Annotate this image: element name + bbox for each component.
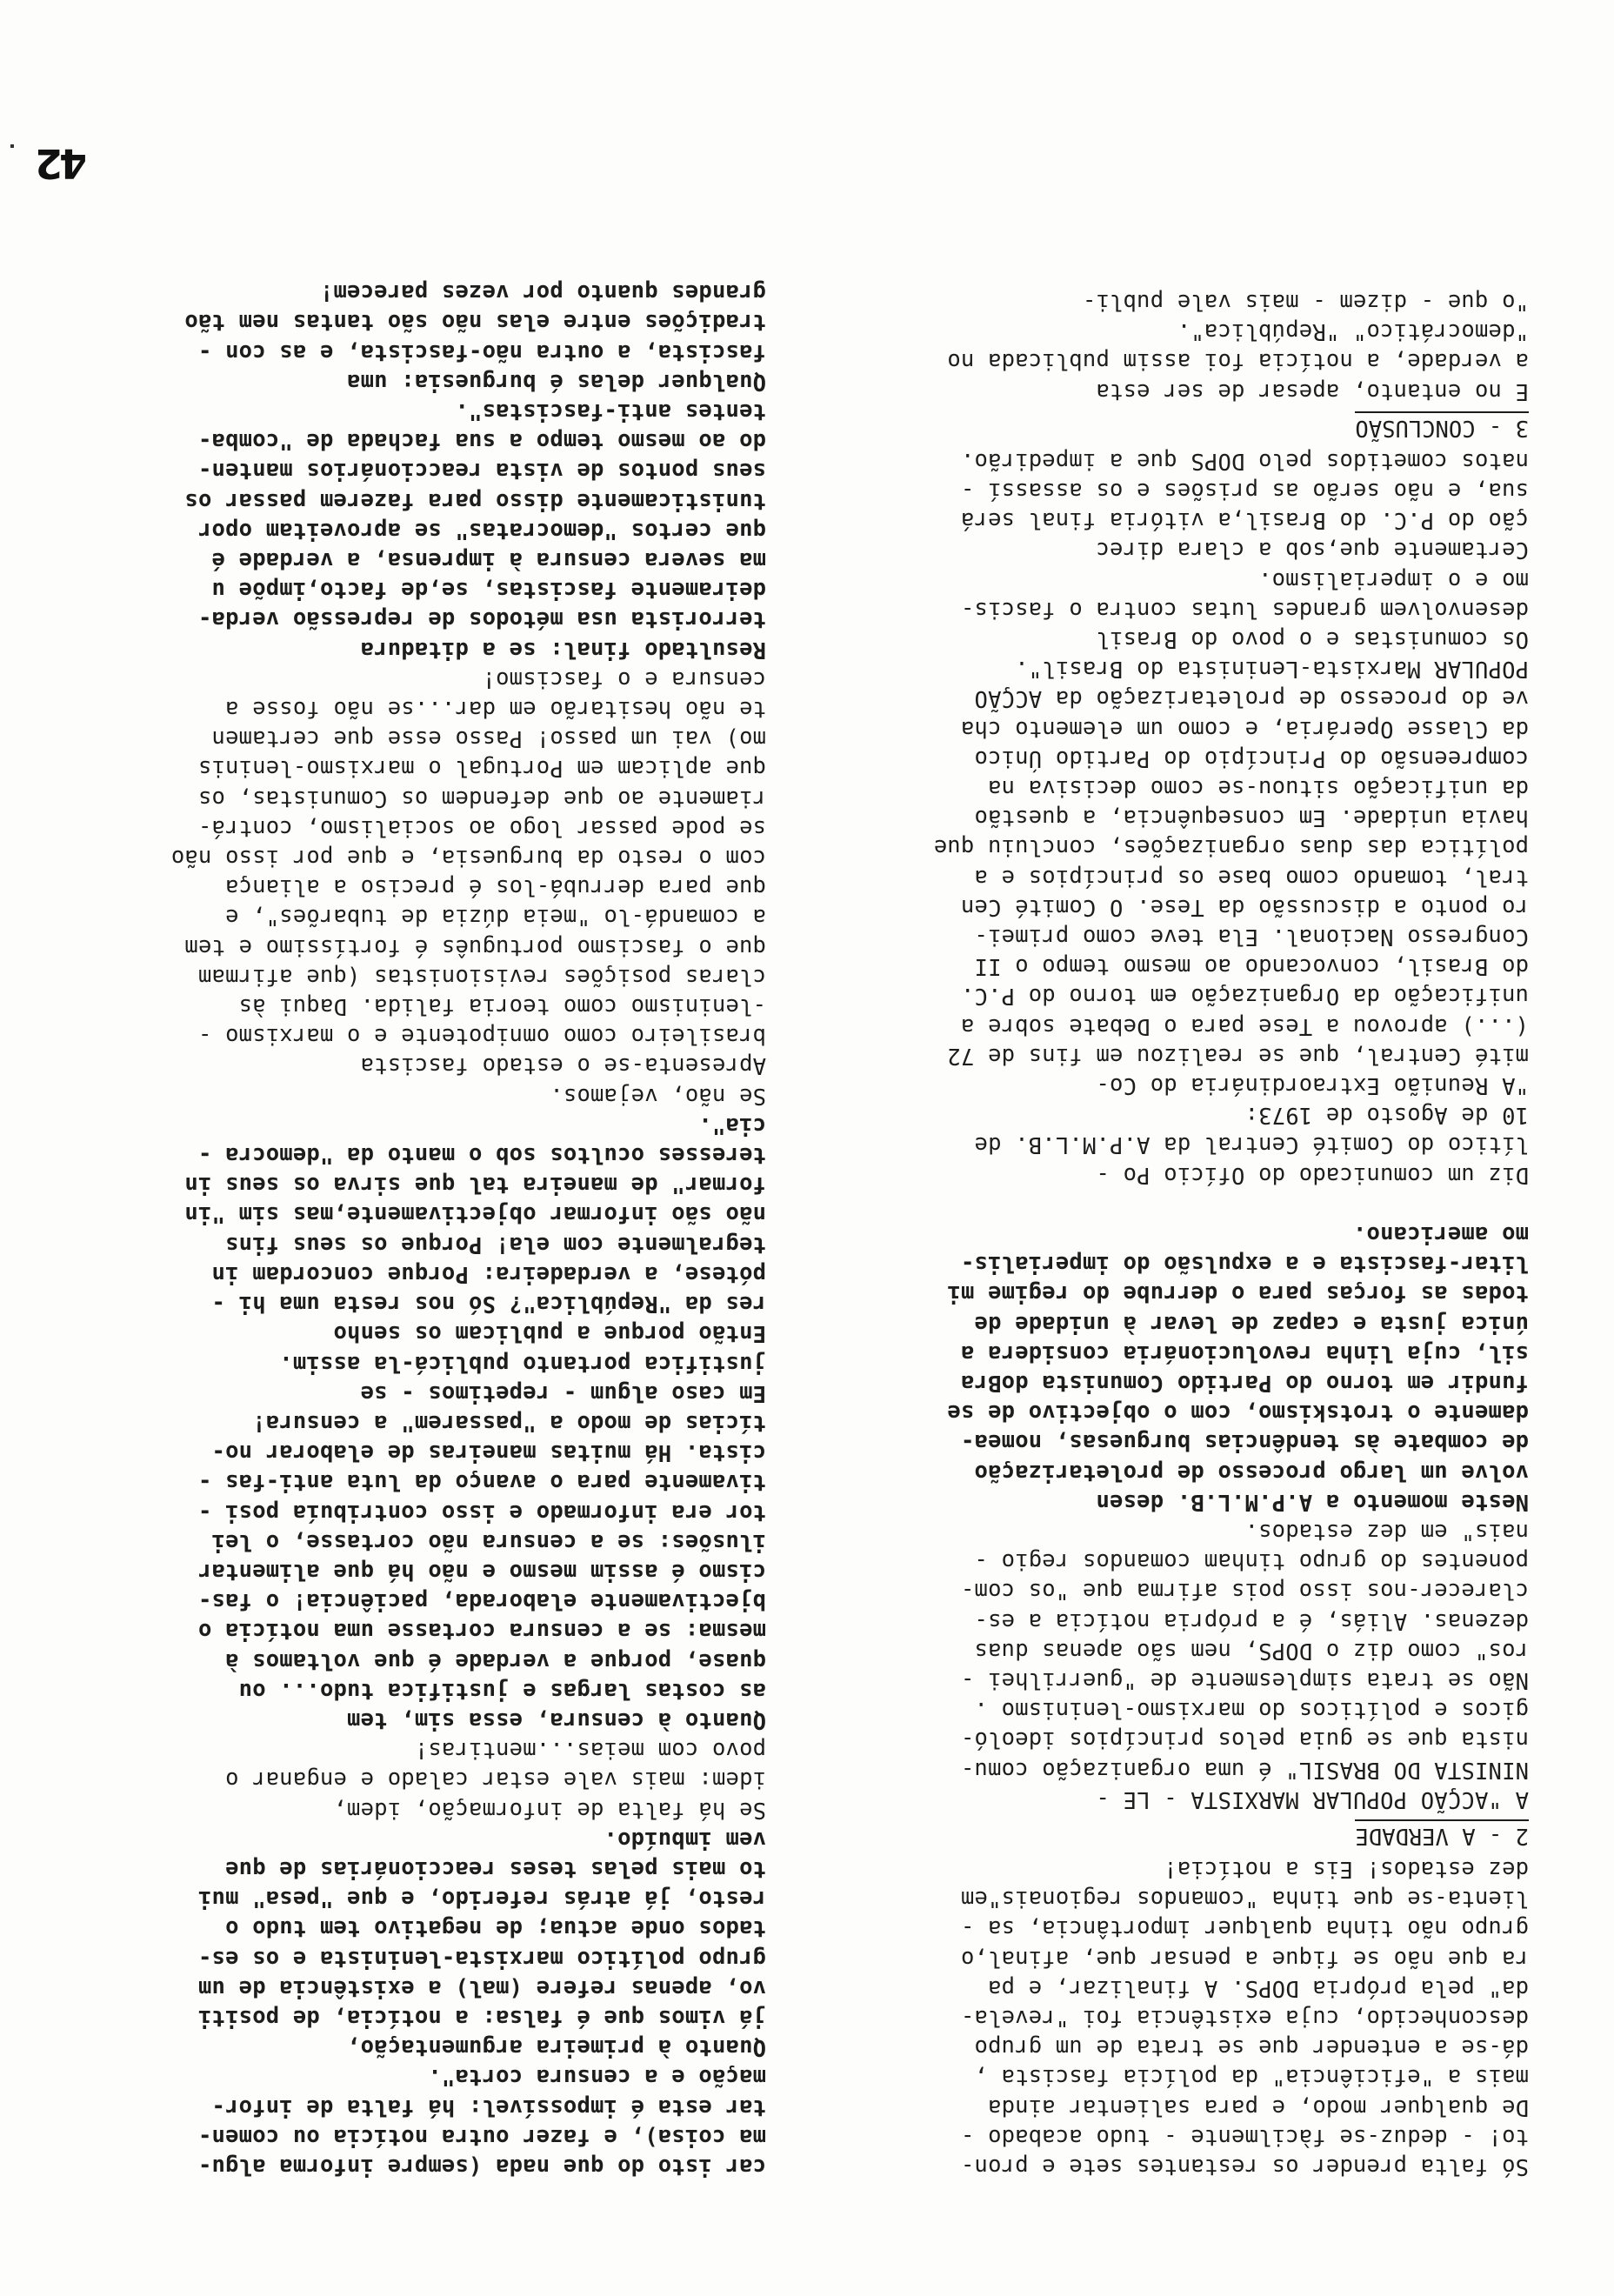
paragraph: car isto do que nada (sempre informa algu- ma coisa), e fazer outra notícia ou comen- tar esta é impossível: há falta de infor- mação e a censura corta".: [197, 2064, 766, 2179]
right-column: [36, 277, 766, 2181]
paragraph: Resultado final: se a ditadura terrorista usa métodos de repressão verda- deiramente fascistas, se,de facto,impõe u ma severa censura à imprensa, a verdade é que certos "democratas" se aproveitam opor tunisticamente disso para fazerem passar os seus pontos de vista reaccionários manten- do ao mesmo tempo a sua fachada de "comba- tentes anti-fascistas".: [184, 398, 766, 663]
section-heading: [798, 1814, 1529, 1854]
page-number: 42: [37, 140, 87, 187]
paragraph: Só falta prender os restantes sete e pron- to! - deduz-se fàcilmente - tudo acabado - De qualquer modo, e para salientar ainda mais a "eficiência" da polícia fascista , dá-se a entender que se trata de um grupo desconhecido, cuja existência foi "revela- da" pela própria DOPS. A finalizar, e pa ra que não se fique a pensar que, afinal,o grupo não tinha qualquer importância, sa - lienta-se que tinha "comandos regionais"em dez estados! Eis a notícia!: [960, 1855, 1529, 2179]
section-heading: [798, 406, 1529, 446]
paragraph: Os comunistas e o povo do Brasil desenvolvem grandes lutas contra o fascis- mo e o imperialismo.: [960, 566, 1529, 653]
paragraph: Qualquer delas é burguesia: uma fascista, a outra não-fascista, e as con - tradições entre elas não são tantas nem tão grandes quanto por vezes parecem!: [184, 279, 766, 395]
left-column: [798, 287, 1529, 2181]
paragraph: Certamente que,sob a clara direc ção do P.C. do Brasil,a vitória final será sua, e não serão as prisões e os assassí - natos cometidos pelo DOPS que a impedirão.: [960, 447, 1529, 564]
section-heading-label: 3 - CONCLUSÃO: [1355, 411, 1529, 443]
scan-speck: [10, 144, 14, 148]
spacer: [798, 1190, 1529, 1219]
quotation-paragraph: "A Reunião Extraordinária do Co- mité Central, que se realizou em fins de 72 (...) aprovou a Tese para o Debate sobre a unificação da Organização em torno do P.C. do Brasil, convocando ao mesmo tempo o II Congresso Nacional. Ela teve como primei- ro ponto a discussão da Tese. O Comité Cen tral, tomando como base os princípios e a política das duas organizações, concluiu que havia unidade. Em consequência, a questão da unificação situou-se como decisiva na compreensão do Princípio do Partido Único da Classe Operária, e como um elemento cha ve do processo de proletarização da ACÇÃO POPULAR Marxista-Leninista do Brasil".: [933, 656, 1529, 1099]
paragraph: Em caso algum - repetimos - se justifica portanto publicá-la assim.: [279, 1350, 766, 1406]
paragraph: Quanto à censura, essa sim, tem as costas largas e justifica tudo... ou quase, porque a verdade é que voltamos à mesma: se a censura cortasse uma notícia o bjectivamente elaborada, paciência! o fas- cismo é assim mesmo e não há que alimentar ilusões: se a censura não cortasse, o lei tor era informado e isso contribuía posi - tivamente para o avanço da luta anti-fas - cista. Há muitas maneiras de elaborar no- tícias de modo a "passarem" a censura!: [197, 1409, 766, 1733]
paragraph: Neste momento a A.P.M.L.B. desen volve um largo processo de proletarização de combate às tendências burguesas, nomea- damente o trotskismo, com o objectivo de se fundir em torno do Partido Comunista doBra sil, cuja linha revolucionária considera a única justa e capaz de levar à unidade de todas as forças para o derrube do regime mi litar-fascista e a expulsão do imperialis- mo americano.: [947, 1220, 1529, 1515]
paragraph: Se há falta de informação, idem, idem: mais vale estar calado e enganar o povo com meias...mentiras!: [224, 1737, 766, 1823]
paragraph: Apresenta-se o estado fascista brasileiro como omnipotente e o marxismo - -leninismo como teoria falida. Daqui às claras posições revisionistas (que afirmam que o fascismo português é fortíssimo e tem a comandá-lo "meia dúzia de tubarões", e que para derrubá-los é preciso a aliança com o resto da burguesia, e que por isso não se pode passar logo ao socialismo, contrá- riamente ao que defendem os Comunistas, os que aplicam em Portugal o marxismo-leninis mo) vai um passo! Passo esse que certamen te não hesitarão em dar...se não fosse a censura e o fascismo!: [170, 665, 766, 1079]
paragraph: Se não, vejamos.: [550, 1082, 766, 1109]
paragraph: Quanto à primeira argumentação, já vimos que é falsa: a notícia, de positi vo, apenas refere (mal) a existência de um grupo político marxista-leninista e os es- tados onde actua; de negativo tem tudo o resto, já atrás referido, e que "pesa" mui to mais pelas teses reaccionárias de que vem imbuído.: [197, 1825, 766, 2061]
paragraph: E no entanto, apesar de ser esta a verdade, a notícia foi assim publicada no "democrático" "República". "o que - dizem - mais vale publi-: [947, 289, 1529, 404]
paragraph: A "ACÇÃO POPULAR MARXISTA - LE - NINISTA DO BRASIL" é uma organização comu- nista que se guia pelos princípios ideoló- gicos e políticos do marxismo-leninismo . Não se trata simplesmente de "guerrilhei - ros" como diz o DOPS, nem são apenas duas dezenas. Aliás, é a própria notícia a es- clarecer-nos isso pois afirma que "os com- ponentes do grupo tinham comandos regio - nais" em dez estados.: [960, 1518, 1529, 1812]
paragraph: Então porque a publicam os senho res da "República"? Só nos resta uma hi - pótese, a verdadeira: Porque concordam in tegralmente com ela! Porque os seus fins não são informar objectivamente,mas sim "in formar" de maneira tal que sirva os seus in teresses ocultos sob o manto da "democra - cia".: [184, 1111, 766, 1347]
paragraph: Diz um comunicado do Ofício Po - lítico do Comité Central da A.P.M.L.B. de 10 de Agosto de 1973:: [974, 1102, 1529, 1188]
section-heading-label: 2 - A VERDADE: [1355, 1819, 1529, 1851]
